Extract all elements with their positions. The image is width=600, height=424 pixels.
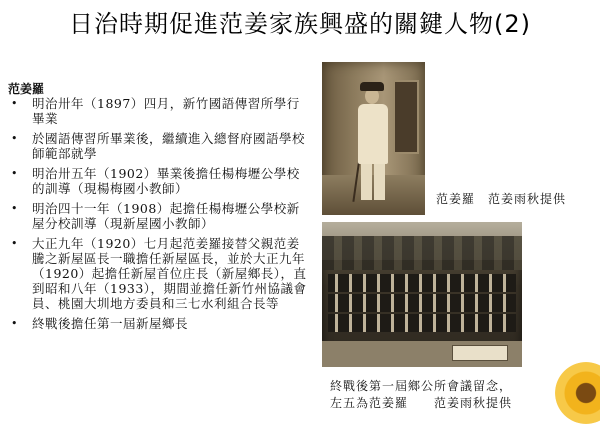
- list-item-text: 終戰後擔任第一屆新屋鄉長: [32, 316, 189, 331]
- list-item: [8, 316, 310, 331]
- list-item: [8, 201, 310, 231]
- bullet-list: [8, 96, 310, 336]
- bullet-marker: •: [11, 132, 18, 145]
- bullet-marker: •: [11, 202, 18, 215]
- group-caption-line1: 終戰後第一屆鄉公所會議留念，: [330, 379, 513, 393]
- figure-hat: [360, 82, 384, 91]
- trees-shape: [322, 236, 522, 270]
- list-item-text: 大正九年（1920）七月起范姜羅接替父親范姜騰之新屋區長一職擔任新屋區長，並於大正九年（1920）起擔任新屋首位庄長（新屋鄉長），直到昭和八年（1933），期間並擔任新竹州協議會員、桃園大圳地方委員和三七水利組合長等: [32, 236, 307, 311]
- bullet-marker: •: [11, 317, 18, 330]
- people-row: [328, 274, 516, 292]
- window-shape: [393, 80, 419, 154]
- figure-body: [358, 104, 388, 164]
- portrait-caption: 范姜羅 范姜雨秋提供: [436, 192, 567, 206]
- group-caption: [330, 378, 512, 412]
- people-row: [328, 314, 516, 332]
- figure-legs: [361, 162, 385, 200]
- list-item: [8, 96, 310, 126]
- list-item: [8, 131, 310, 161]
- list-item: [8, 166, 310, 196]
- list-item: [8, 236, 310, 311]
- group-photo: [322, 222, 522, 367]
- person-heading: 范姜羅: [8, 82, 45, 96]
- list-item-text: 於國語傳習所畢業後，繼續進入總督府國語學校師範部就學: [32, 131, 306, 161]
- list-item-text: 明治卅年（1897）四月，新竹國語傳習所學行畢業: [32, 96, 300, 126]
- portrait-photo: [322, 62, 425, 215]
- people-row: [328, 294, 516, 312]
- bullet-marker: •: [11, 167, 18, 180]
- list-item-text: 明治四十一年（1908）起擔任楊梅壢公學校新屋分校訓導（現新屋國小教師）: [32, 201, 300, 231]
- photo-sign: [452, 345, 508, 361]
- bullet-marker: •: [11, 97, 18, 110]
- group-caption-line2: 左五為范姜羅 范姜雨秋提供: [330, 396, 513, 410]
- list-item-text: 明治卅五年（1902）畢業後擔任楊梅壢公學校的訓導（現楊梅國小教師）: [32, 166, 300, 196]
- slide-title: 日治時期促進范姜家族興盛的關鍵人物(2): [69, 10, 531, 38]
- bullet-marker: •: [11, 237, 18, 250]
